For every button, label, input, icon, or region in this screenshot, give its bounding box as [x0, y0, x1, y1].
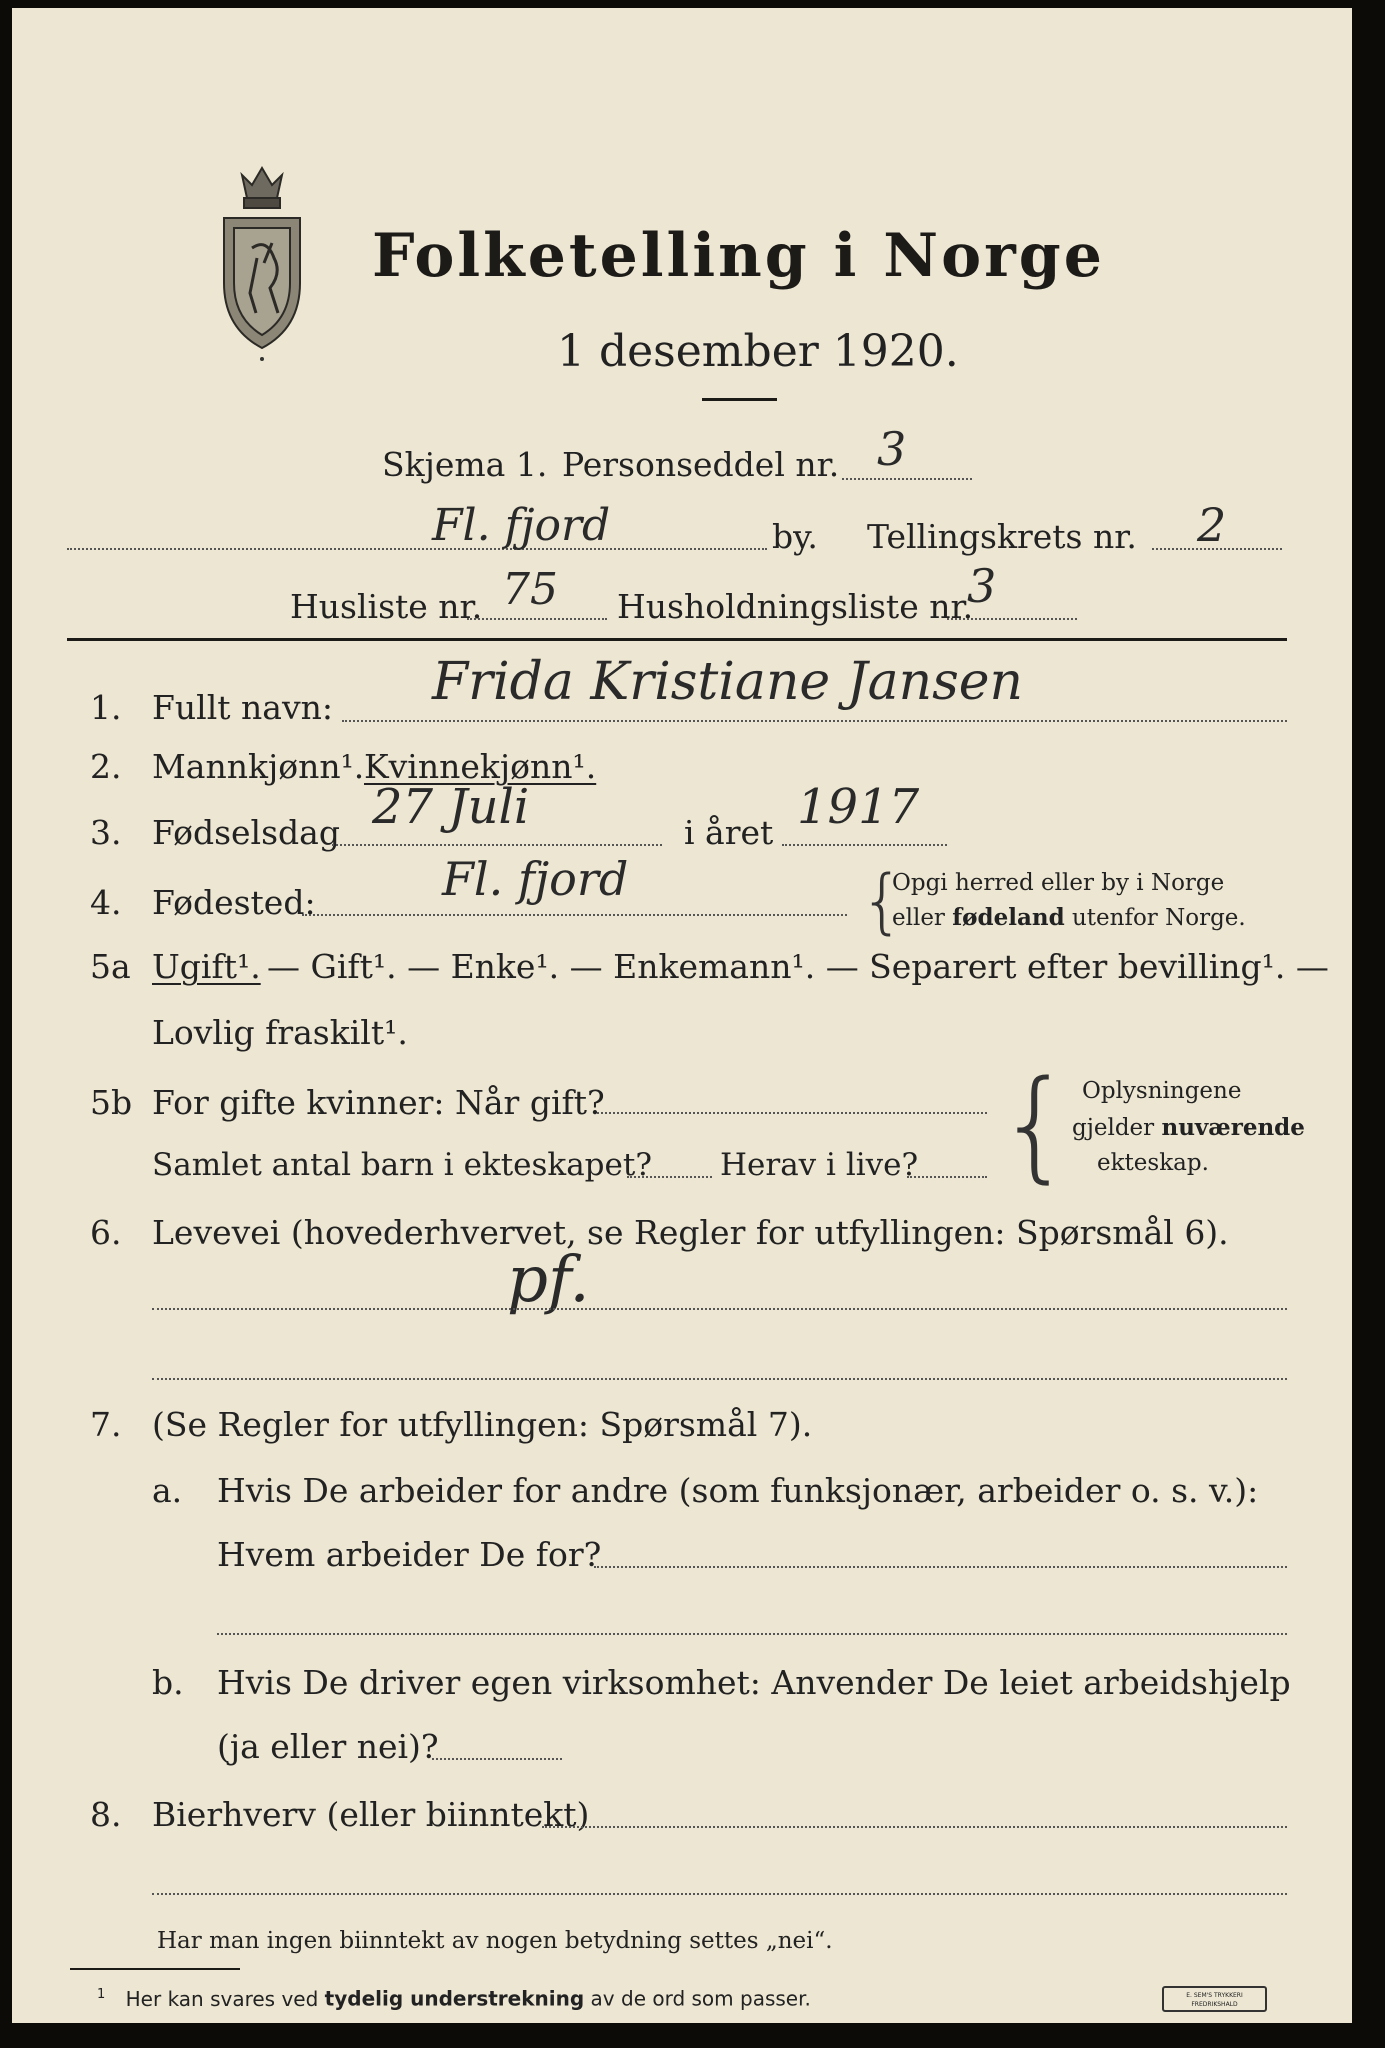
- q6-number: 6.: [90, 1213, 122, 1252]
- husholdning-label: Husholdningsliste nr.: [617, 587, 974, 626]
- q1-line: [342, 720, 1287, 722]
- q8-label: Bierhverv (eller biinntekt): [152, 1795, 590, 1834]
- gender-male-option[interactable]: Mannkjønn¹.: [152, 747, 365, 786]
- q7a-line1: Hvis De arbeider for andre (som funksjonær, arbeider o. s. v.):: [217, 1471, 1259, 1510]
- skjema-label: Skjema 1.: [382, 445, 548, 484]
- q4-line: [302, 914, 847, 916]
- marital-other-options[interactable]: — Gift¹. — Enke¹. — Enkemann¹. — Separert efter bevilling¹. —: [267, 947, 1329, 986]
- q5b-number: 5b: [90, 1083, 133, 1122]
- marital-ugift-option[interactable]: Ugift¹.: [152, 947, 261, 986]
- husliste-value[interactable]: 75: [502, 564, 558, 615]
- husholdning-line: [947, 618, 1077, 620]
- q1-number: 1.: [90, 688, 122, 727]
- personseddel-value[interactable]: 3: [877, 422, 907, 476]
- q3-year-line: [782, 844, 947, 846]
- full-name-value[interactable]: Frida Kristiane Jansen: [432, 652, 1024, 712]
- q5b-note3: ekteskap.: [1097, 1150, 1209, 1176]
- form-date: 1 desember 1920.: [557, 326, 959, 377]
- footnote-rule: [70, 1968, 240, 1970]
- by-line: [67, 548, 767, 550]
- q7a-employer-line: [594, 1566, 1287, 1568]
- header-divider: [67, 638, 1287, 641]
- q2-number: 2.: [90, 747, 122, 786]
- q8-line1: [542, 1826, 1287, 1828]
- birthplace-value[interactable]: Fl. fjord: [442, 852, 629, 906]
- q8-line2: [152, 1893, 1287, 1895]
- q4-note-line1: Opgi herred eller by i Norge: [892, 870, 1225, 896]
- husholdning-value[interactable]: 3: [967, 559, 997, 613]
- q5b-note-gjelder: gjelder: [1072, 1115, 1155, 1141]
- q5b-note1: Oplysningene: [1082, 1078, 1242, 1104]
- q6-label: Levevei (hovederhvervet, se Regler for utfyllingen: Spørsmål 6).: [152, 1213, 1229, 1252]
- footnote-text-b: tydelig understrekning: [324, 1986, 585, 2011]
- husliste-label: Husliste nr.: [290, 587, 483, 626]
- birthday-value[interactable]: 27 Juli: [372, 779, 530, 835]
- printer-stamp-line1: E. SEM'S TRYKKERI: [1186, 1992, 1243, 1999]
- q4-note-line2: [892, 906, 1246, 930]
- q5b-brace: {: [997, 1056, 1074, 1195]
- footnote: [97, 1988, 811, 2009]
- q1-label: Fullt navn:: [152, 688, 333, 727]
- q7a-letter: a.: [152, 1471, 183, 1510]
- q5b-alive-label: Herav i live?: [720, 1147, 919, 1183]
- q3-number: 3.: [90, 813, 122, 852]
- q6-line2: [152, 1378, 1287, 1380]
- printer-stamp-line2: FREDRIKSHALD: [1191, 2001, 1238, 2008]
- q7b-line2: (ja eller nei)?: [217, 1727, 439, 1766]
- q3-year-label: i året: [684, 813, 774, 852]
- q7a-employer-line2: [217, 1633, 1287, 1635]
- q4-label: Fødested:: [152, 883, 316, 922]
- tellingskrets-label: Tellingskrets nr.: [867, 517, 1137, 556]
- q4-note-fodeland: fødeland: [952, 904, 1065, 931]
- q5b-married-label: For gifte kvinner: Når gift?: [152, 1083, 605, 1122]
- husliste-line: [467, 618, 607, 620]
- q4-note-eller: eller: [892, 905, 945, 931]
- footnote-text-a: Her kan svares ved: [125, 1986, 319, 2011]
- q5b-children-label: Samlet antal barn i ekteskapet?: [152, 1147, 652, 1183]
- biinntekt-note: Har man ingen biinntekt av nogen betydning settes „nei“.: [157, 1928, 833, 1954]
- gender-female-option[interactable]: Kvinnekjønn¹.: [364, 747, 597, 786]
- q8-number: 8.: [90, 1795, 122, 1834]
- q5b-children-line: [627, 1176, 712, 1178]
- footnote-mark: 1: [97, 1987, 106, 2002]
- q7b-letter: b.: [152, 1663, 184, 1702]
- marital-fraskilt-option[interactable]: Lovlig fraskilt¹.: [152, 1013, 408, 1052]
- q3-day-line: [332, 844, 662, 846]
- q5b-alive-line: [907, 1176, 987, 1178]
- q6-line1: [152, 1308, 1287, 1310]
- birth-year-value[interactable]: 1917: [797, 779, 920, 835]
- by-value[interactable]: Fl. fjord: [432, 500, 611, 551]
- form-title: Folketelling i Norge: [372, 221, 1105, 291]
- census-form-page: [12, 8, 1352, 2023]
- q5b-married-line: [597, 1112, 987, 1114]
- q3-label: Fødselsdag: [152, 813, 340, 852]
- q5b-note2: [1072, 1116, 1305, 1140]
- personseddel-line: [842, 478, 972, 480]
- q5a-number: 5a: [90, 947, 131, 986]
- printer-stamp: [1162, 1986, 1267, 2012]
- q7-label: (Se Regler for utfyllingen: Spørsmål 7).: [152, 1405, 813, 1444]
- title-rule: [702, 398, 777, 401]
- q7b-line1: Hvis De driver egen virksomhet: Anvender De leiet arbeidshjelp: [217, 1663, 1291, 1702]
- q5b-note-nuvaerende: nuværende: [1161, 1114, 1305, 1141]
- personseddel-label: Personseddel nr.: [562, 445, 840, 484]
- q7b-answer-line: [432, 1758, 562, 1760]
- occupation-value[interactable]: pf.: [507, 1243, 590, 1317]
- q4-brace: {: [860, 860, 905, 942]
- q4-note-utenfor: utenfor Norge.: [1071, 905, 1246, 931]
- q7a-line2: Hvem arbeider De for?: [217, 1535, 602, 1574]
- footnote-text-c: av de ord som passer.: [590, 1986, 811, 2011]
- coat-of-arms-emblem: [212, 163, 312, 363]
- tellingskrets-value[interactable]: 2: [1197, 498, 1227, 552]
- q4-number: 4.: [90, 883, 122, 922]
- by-label: by.: [772, 517, 818, 556]
- q7-number: 7.: [90, 1405, 122, 1444]
